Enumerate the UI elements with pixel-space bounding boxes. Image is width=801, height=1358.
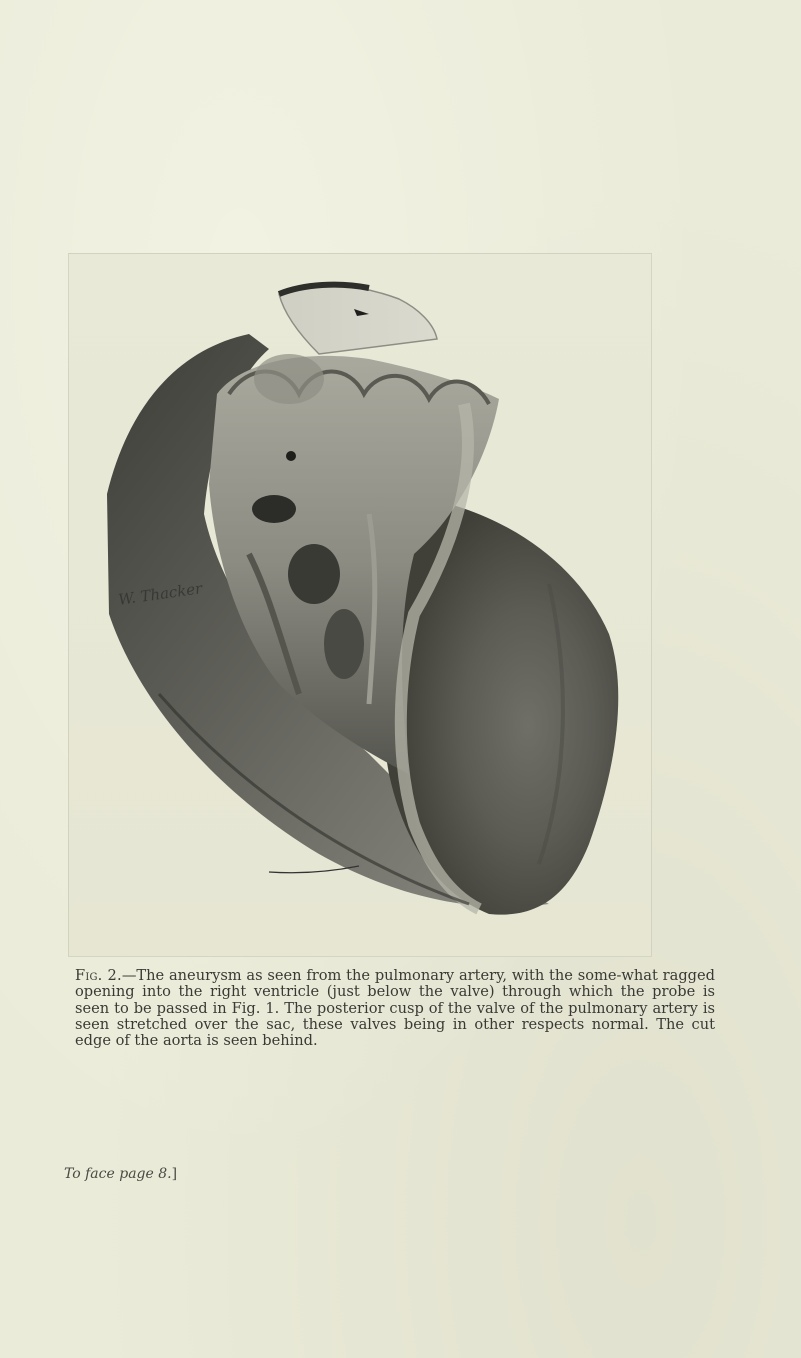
- artist-signature: W. Thacker: [117, 579, 204, 609]
- facing-note-bracket: ]: [171, 1166, 178, 1182]
- figure-label: Fig. 2.: [75, 967, 122, 984]
- ragged-opening: [252, 495, 296, 523]
- photo-plate: [68, 253, 652, 957]
- aorta-cut-edge: [279, 285, 437, 354]
- figure-caption: [75, 968, 715, 1049]
- facing-page-note: [64, 1166, 177, 1182]
- caption-text: —The aneurysm as seen from the pulmonary artery, with the some-what ragged opening into the right ventricle (just below the valve) through which the probe is seen to be passed in Fig. 1. The posterior cusp of the valve of the pulmonary artery is seen stretched over the sac, these valves being in other respects normal. The cut edge of the aorta is seen behind.: [75, 967, 715, 1050]
- facing-note-text: To face page 8.: [64, 1166, 172, 1182]
- heart-aneurysm-illustration: [69, 254, 651, 956]
- probe-point: [286, 451, 296, 461]
